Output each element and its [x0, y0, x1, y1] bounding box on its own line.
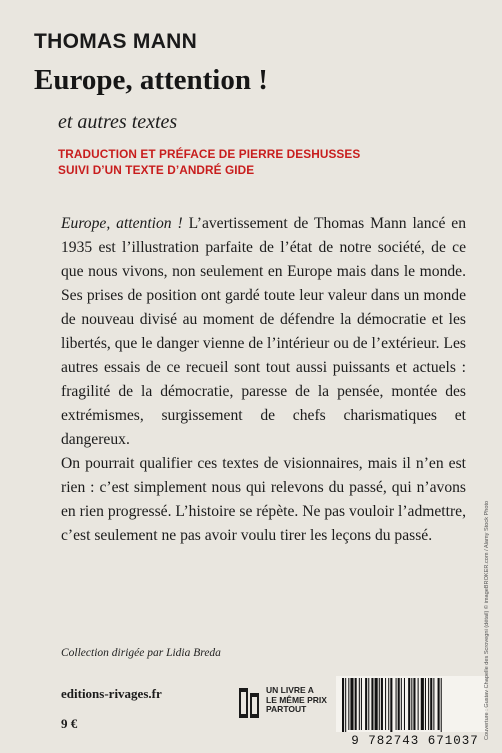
barcode-bar	[365, 678, 367, 730]
barcode-bar	[345, 678, 346, 732]
barcode-bar	[396, 678, 397, 730]
barcode-bar	[371, 678, 373, 730]
barcode-bar	[379, 678, 380, 730]
barcode-bar	[398, 678, 400, 730]
barcode-bar	[418, 678, 419, 730]
blurb-paragraph-2: On pourrait qualifier ces textes de visionnaires, mais il n’en est rien : c’est simplement nous qui relevons du passé, qui n’avons en rien progressé. L’histoire se répète. Ne pas vouloir l’admettre, c’est seulement ne pas avoir voulu tirer les leçons du passé.	[61, 455, 466, 544]
prix-unique-block	[238, 683, 328, 723]
barcode-bar	[388, 678, 389, 730]
translation-credit: TRADUCTION ET PRÉFACE DE PIERRE DESHUSSES	[58, 147, 361, 161]
barcode-bar	[350, 678, 353, 730]
author-name: THOMAS MANN	[34, 30, 198, 53]
publisher-website: editions-rivages.fr	[61, 686, 162, 701]
barcode-bar	[433, 678, 434, 730]
blurb	[61, 212, 466, 548]
barcode-bar	[355, 678, 357, 730]
barcode-bar	[413, 678, 415, 730]
barcode-bar	[368, 678, 369, 730]
book-subtitle: et autres textes	[58, 111, 178, 133]
barcode-bar	[411, 678, 412, 730]
barcode-bar	[404, 678, 405, 730]
blurb-lead: Europe, attention !	[61, 215, 183, 232]
barcode-bars	[340, 678, 482, 732]
price: 9 €	[61, 716, 78, 731]
barcode-bar	[359, 678, 360, 730]
barcode-bar	[428, 678, 429, 730]
barcode-bar	[408, 678, 410, 730]
gide-credit: SUIVI D’UN TEXTE D’ANDRÉ GIDE	[58, 163, 255, 177]
isbn-number: 9 782743 671037	[351, 734, 479, 748]
barcode-bar	[385, 678, 386, 730]
barcode-bar	[375, 678, 378, 730]
barcode-bar	[348, 678, 349, 730]
book-title: Europe, attention !	[34, 64, 268, 96]
barcode-bar	[401, 678, 402, 730]
barcode-bar	[425, 678, 426, 730]
barcode-bar	[438, 678, 440, 730]
barcode-bar	[430, 678, 432, 730]
barcode-bar	[381, 678, 383, 730]
prix-unique-label: UN LIVRE A LE MÊME PRIX PARTOUT	[266, 685, 327, 714]
barcode-bar	[421, 678, 424, 730]
barcode-bar	[361, 678, 362, 730]
barcode-bar	[441, 678, 442, 732]
credits	[58, 146, 360, 178]
barcode	[336, 676, 486, 748]
collection-credit: Collection dirigée par Lidia Breda	[61, 647, 221, 659]
cover-image-credit: Couverture : Gustav Chapelle des Scrovegni (détail) © imageBROKER.com / Alamy Stock Photo	[484, 500, 490, 740]
barcode-bar	[390, 678, 392, 732]
blurb-paragraph-1-text: L’avertissement de Thomas Mann lancé en 1935 est l’illustration parfaite de l’état de notre société, de ce que nous vivons, non seulement en Europe mais dans le monde. Ses prises de position ont gardé toute leur valeur dans un monde de nouveau divisé au moment de défendre la démocratie et les libertés, que le danger vienne de l’intérieur ou de l’extérieur. Les autres essais de ce recueil sont tout aussi puissants et actuels : fragilité de la démocratie, paresse de la pensée, montée des extrémismes, surgissement de chefs charismatiques et dangereux.	[61, 215, 467, 448]
blurb-paragraph-1	[61, 212, 466, 452]
book-price-logo-icon	[238, 687, 260, 719]
barcode-bar	[342, 678, 344, 732]
